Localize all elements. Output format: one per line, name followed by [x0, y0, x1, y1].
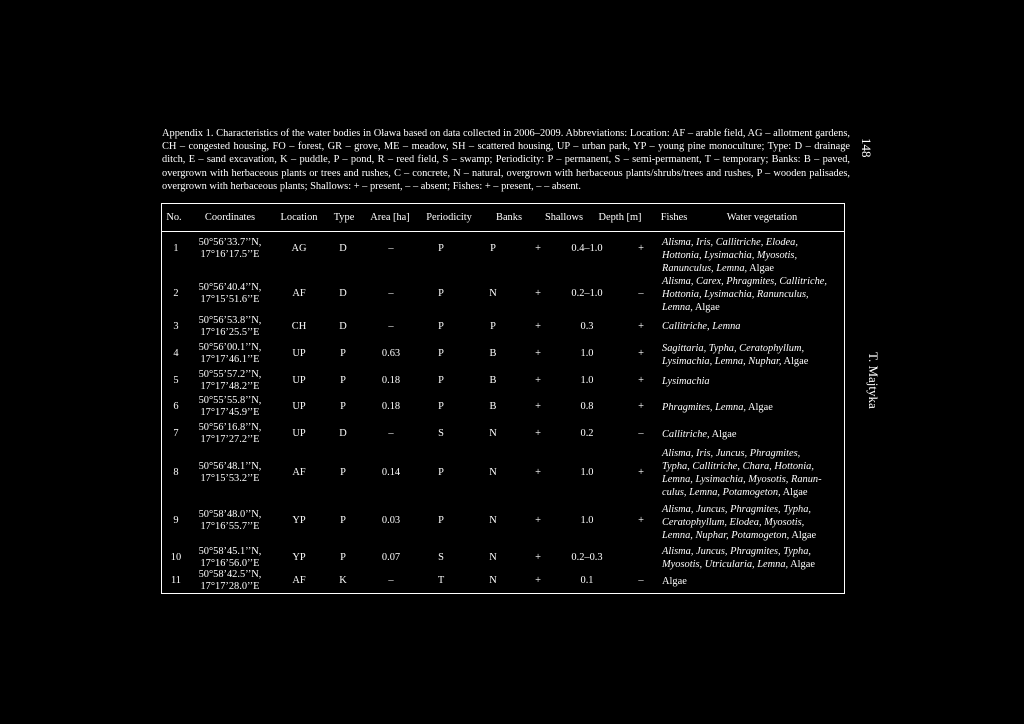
column-header: Banks — [496, 212, 522, 223]
cell-water-vegetation — [662, 401, 844, 414]
cell-no: 9 — [173, 515, 179, 526]
cell-water-vegetation — [662, 428, 844, 441]
cell-banks: P — [490, 243, 496, 254]
cell-area: – — [388, 243, 394, 254]
cell-water-vegetation — [662, 275, 844, 314]
vegetation-line: Lemna, Lysimachia, Myosotis, Ranun- — [662, 474, 822, 485]
coordinate-longitude: 17°17’48.2’’E — [200, 381, 260, 392]
coordinate-longitude: 17°15’51.6’’E — [200, 294, 260, 305]
column-header: Type — [333, 212, 355, 223]
cell-area: 0.07 — [381, 552, 401, 563]
cell-location: AF — [292, 467, 306, 478]
cell-type: P — [340, 515, 346, 526]
cell-coordinates — [199, 369, 262, 393]
coordinate-latitude: 50°56’00.1’’N, — [198, 342, 262, 353]
vegetation-line: Callitriche, Lemna — [662, 321, 741, 332]
cell-periodicity: P — [438, 401, 444, 412]
coordinate-longitude: 17°17’27.2’’E — [200, 434, 260, 445]
cell-area: – — [388, 321, 394, 332]
column-header: No. — [166, 212, 182, 223]
cell-location: UP — [292, 401, 306, 412]
header-rule — [162, 231, 844, 232]
cell-area: 0.14 — [381, 467, 401, 478]
vegetation-line: Alisma, Iris, Callitriche, Elodea, — [662, 237, 798, 248]
cell-shallows: + — [535, 288, 541, 299]
cell-coordinates — [199, 395, 262, 419]
cell-type: D — [339, 243, 347, 254]
cell-no: 7 — [173, 428, 179, 439]
cell-type: D — [339, 321, 347, 332]
cell-banks: N — [489, 575, 497, 586]
cell-depth: 1.0 — [580, 467, 594, 478]
coordinate-longitude: 17°16’55.7’’E — [200, 521, 260, 532]
column-header: Shallows — [544, 212, 584, 223]
cell-depth: 1.0 — [580, 515, 594, 526]
cell-location: UP — [292, 348, 306, 359]
cell-depth: 1.0 — [580, 348, 594, 359]
cell-fishes: + — [638, 321, 644, 332]
cell-coordinates — [199, 282, 262, 306]
cell-depth: 0.2–1.0 — [571, 288, 603, 299]
column-header: Coordinates — [204, 212, 256, 223]
cell-no: 2 — [173, 288, 179, 299]
cell-no: 4 — [173, 348, 179, 359]
cell-type: D — [339, 288, 347, 299]
cell-location: YP — [292, 552, 306, 563]
cell-coordinates — [199, 315, 262, 339]
cell-banks: N — [489, 515, 497, 526]
cell-location: YP — [292, 515, 306, 526]
vegetation-line: Hottonia, Lysimachia, Ranunculus, — [662, 289, 809, 300]
vegetation-line: Alisma, Iris, Juncus, Phragmites, — [662, 448, 801, 459]
coordinate-longitude: 17°17’45.9’’E — [200, 407, 260, 418]
cell-depth: 0.2–0.3 — [571, 552, 603, 563]
coordinate-longitude: 17°16’25.5’’E — [200, 327, 260, 338]
cell-coordinates — [199, 569, 262, 593]
column-header: Location — [280, 212, 318, 223]
coordinate-latitude: 50°58’45.1’’N, — [198, 546, 262, 557]
cell-periodicity: P — [438, 467, 444, 478]
vegetation-line: Hottonia, Lysimachia, Myosotis, — [662, 250, 798, 261]
vegetation-line: Lemna, Nuphar, Potamogeton, Algae — [662, 530, 817, 541]
cell-fishes: + — [638, 515, 644, 526]
cell-shallows: + — [535, 575, 541, 586]
cell-water-vegetation — [662, 545, 844, 571]
cell-type: P — [340, 552, 346, 563]
vegetation-line: Typha, Callitriche, Chara, Hottonia, — [662, 461, 814, 472]
cell-banks: N — [489, 552, 497, 563]
vegetation-line: Alisma, Juncus, Phragmites, Typha, — [662, 504, 812, 515]
vegetation-line: Callitriche, Algae — [662, 429, 737, 440]
cell-type: P — [340, 375, 346, 386]
cell-shallows: + — [535, 515, 541, 526]
cell-periodicity: P — [438, 288, 444, 299]
cell-area: 0.18 — [381, 375, 401, 386]
cell-location: AF — [292, 575, 306, 586]
vegetation-line: Lemna, Algae — [662, 302, 720, 313]
cell-coordinates — [199, 546, 262, 570]
cell-fishes: – — [638, 288, 644, 299]
cell-depth: 0.1 — [580, 575, 594, 586]
cell-depth: 0.4–1.0 — [571, 243, 603, 254]
cell-type: D — [339, 428, 347, 439]
column-header: Water vegetation — [726, 212, 798, 223]
cell-banks: N — [489, 467, 497, 478]
cell-fishes: + — [638, 401, 644, 412]
cell-depth: 1.0 — [580, 375, 594, 386]
cell-shallows: + — [535, 348, 541, 359]
cell-no: 8 — [173, 467, 179, 478]
vegetation-line: Myosotis, Utricularia, Lemna, Algae — [662, 559, 815, 570]
cell-area: – — [388, 288, 394, 299]
cell-fishes: + — [638, 348, 644, 359]
vegetation-line: Phragmites, Lemna, Algae — [662, 402, 773, 413]
cell-water-vegetation — [662, 320, 844, 333]
cell-area: – — [388, 428, 394, 439]
cell-fishes: – — [638, 428, 644, 439]
cell-coordinates — [199, 237, 262, 261]
coordinate-longitude: 17°17’28.0’’E — [200, 581, 260, 592]
coordinate-longitude: 17°15’53.2’’E — [200, 473, 260, 484]
cell-shallows: + — [535, 243, 541, 254]
cell-shallows: + — [535, 375, 541, 386]
table-caption: Appendix 1. Characteristics of the water bodies in Oława based on data collected in 2006–2009. Abbreviations: Location: AF – arable field, AG – allotment gardens, CH – congested housing, FO – forest, GR – grove, ME – meadow, SH – scattered housing, UP – urban park, YP – young pine monoculture; Type: D – drainage ditch, E – sand excavation, K – puddle, P – pond, R – reed field, S – swamp; Periodicity: P – permanent, S – semi-permanent, T – temporary; Banks: B – paved, overgrown with herbaceous plants or trees and rushes, C – concrete, N – natural, overgrown with herbaceous plants/shrubs/trees and rushes, P – wooden palisades, overgrown with herbaceous plants; Shallows: + – present, – – absent; Fishes: + – present, – – absent. — [162, 128, 850, 192]
author-name: T. Majtyka — [866, 352, 881, 409]
cell-no: 10 — [170, 552, 182, 563]
cell-depth: 0.2 — [580, 428, 594, 439]
cell-water-vegetation — [662, 503, 844, 542]
cell-water-vegetation — [662, 575, 844, 588]
coordinate-latitude: 50°56’33.7’’N, — [198, 237, 262, 248]
cell-water-vegetation — [662, 342, 844, 368]
coordinate-latitude: 50°55’57.2’’N, — [198, 369, 262, 380]
cell-water-vegetation — [662, 375, 844, 388]
vegetation-line: Alisma, Juncus, Phragmites, Typha, — [662, 546, 812, 557]
cell-fishes: – — [638, 575, 644, 586]
page-number: 148 — [859, 138, 874, 158]
cell-no: 1 — [173, 243, 179, 254]
cell-location: AF — [292, 288, 306, 299]
coordinate-latitude: 50°55’55.8’’N, — [198, 395, 262, 406]
cell-periodicity: S — [438, 552, 444, 563]
cell-periodicity: T — [437, 575, 445, 586]
cell-no: 6 — [173, 401, 179, 412]
coordinate-latitude: 50°58’48.0’’N, — [198, 509, 262, 520]
vegetation-line: Algae — [662, 576, 687, 587]
cell-water-vegetation — [662, 447, 844, 499]
vegetation-line: Ceratophyllum, Elodea, Myosotis, — [662, 517, 805, 528]
vegetation-line: culus, Lemna, Potamogeton, Algae — [662, 487, 808, 498]
vegetation-line: Ranunculus, Lemna, Algae — [662, 263, 774, 274]
cell-fishes: + — [638, 375, 644, 386]
cell-no: 3 — [173, 321, 179, 332]
cell-shallows: + — [535, 401, 541, 412]
coordinate-longitude: 17°16’17.5’’E — [200, 249, 260, 260]
cell-area: 0.18 — [381, 401, 401, 412]
cell-depth: 0.3 — [580, 321, 594, 332]
cell-periodicity: P — [438, 515, 444, 526]
cell-coordinates — [199, 461, 262, 485]
cell-periodicity: P — [438, 348, 444, 359]
cell-coordinates — [199, 509, 262, 533]
cell-shallows: + — [535, 467, 541, 478]
vegetation-line: Alisma, Carex, Phragmites, Callitriche, — [662, 276, 827, 287]
column-header: Periodicity — [426, 212, 472, 223]
coordinate-latitude: 50°58’42.5’’N, — [198, 569, 262, 580]
cell-type: P — [340, 401, 346, 412]
column-header: Area [ha] — [370, 212, 410, 223]
vegetation-line: Lysimachia, Lemna, Nuphar, Algae — [662, 356, 809, 367]
coordinate-longitude: 17°17’46.1’’E — [200, 354, 260, 365]
cell-banks: B — [489, 348, 497, 359]
cell-no: 5 — [173, 375, 179, 386]
coordinate-latitude: 50°56’48.1’’N, — [198, 461, 262, 472]
cell-banks: P — [490, 321, 496, 332]
cell-area: 0.63 — [381, 348, 401, 359]
cell-location: AG — [291, 243, 307, 254]
cell-type: P — [340, 467, 346, 478]
coordinate-longitude: 17°16’56.0’’E — [200, 558, 260, 569]
cell-type: K — [339, 575, 347, 586]
cell-location: CH — [291, 321, 307, 332]
cell-location: UP — [292, 428, 306, 439]
cell-area: – — [388, 575, 394, 586]
cell-periodicity: S — [438, 428, 444, 439]
cell-depth: 0.8 — [580, 401, 594, 412]
cell-coordinates — [199, 422, 262, 446]
water-bodies-table — [161, 203, 845, 594]
cell-banks: N — [489, 288, 497, 299]
cell-location: UP — [292, 375, 306, 386]
cell-no: 11 — [170, 575, 182, 586]
cell-water-vegetation — [662, 236, 844, 275]
cell-fishes: + — [638, 467, 644, 478]
vegetation-line: Sagittaria, Typha, Ceratophyllum, — [662, 343, 805, 354]
cell-fishes: + — [638, 243, 644, 254]
coordinate-latitude: 50°56’40.4’’N, — [198, 282, 262, 293]
cell-banks: B — [489, 401, 497, 412]
cell-periodicity: P — [438, 375, 444, 386]
vegetation-line: Lysimachia — [662, 376, 710, 387]
coordinate-latitude: 50°56’16.8’’N, — [198, 422, 262, 433]
cell-coordinates — [199, 342, 262, 366]
cell-type: P — [340, 348, 346, 359]
column-header: Depth [m] — [598, 212, 642, 223]
cell-shallows: + — [535, 552, 541, 563]
cell-banks: B — [489, 375, 497, 386]
coordinate-latitude: 50°56’53.8’’N, — [198, 315, 262, 326]
cell-shallows: + — [535, 321, 541, 332]
cell-area: 0.03 — [381, 515, 401, 526]
column-header: Fishes — [660, 212, 688, 223]
cell-shallows: + — [535, 428, 541, 439]
cell-banks: N — [489, 428, 497, 439]
cell-periodicity: P — [438, 321, 444, 332]
cell-periodicity: P — [438, 243, 444, 254]
